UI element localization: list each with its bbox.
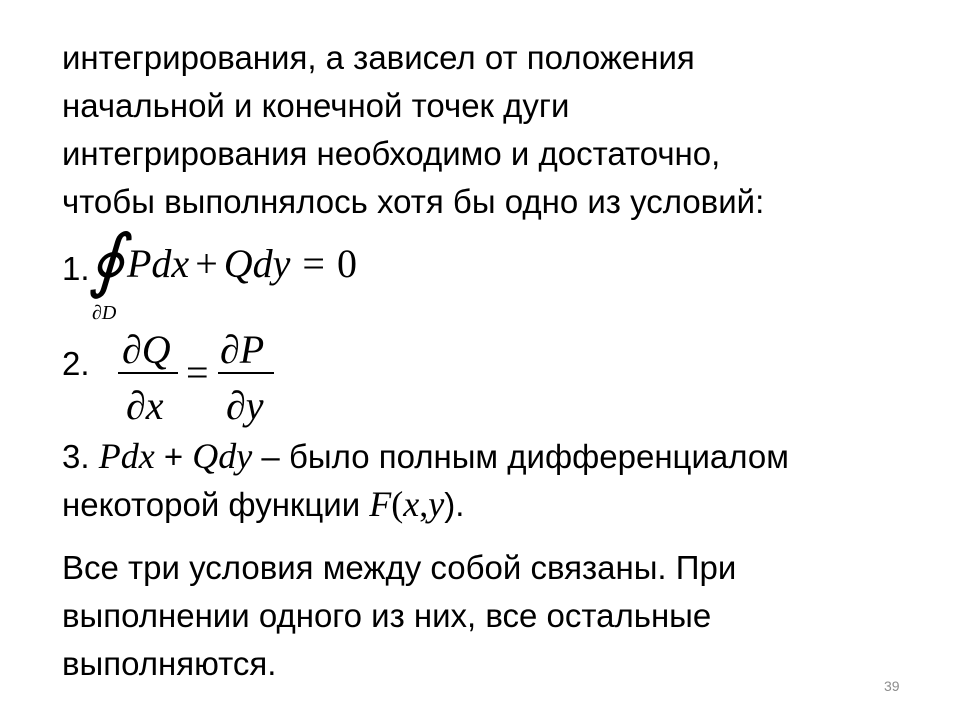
rhs-zero: 0 [336, 241, 357, 286]
condition-3-text: – было полным дифференциалом [252, 438, 789, 475]
condition-3-pdx: Pdx [98, 436, 155, 476]
rhs-fraction-bar [218, 372, 274, 374]
condition-1-formula [127, 240, 357, 288]
condition-3-label: 3. [62, 438, 90, 475]
rhs-numerator: ∂P [220, 327, 265, 372]
intro-line-4: чтобы выполнялось хотя бы одно из условий: [62, 183, 765, 220]
condition-3-func-text: некоторой функции [62, 486, 370, 523]
func-arg-y: y [428, 484, 445, 524]
func-name: F [369, 484, 392, 524]
integrand-qdy: Qdy [223, 241, 291, 286]
condition-1-label: 1. [62, 250, 90, 287]
lhs-numerator: ∂Q [122, 327, 171, 372]
func-close-paren: ). [444, 486, 465, 523]
condition-3-line-1 [62, 432, 789, 481]
intro-line-1: интегрирования, а зависел от положения [62, 39, 695, 76]
lhs-fraction-bar [118, 372, 178, 374]
condition-3-plus: + [154, 438, 193, 475]
page-number: 39 [884, 678, 900, 694]
rhs-denominator: ∂y [226, 383, 264, 428]
func-comma: , [419, 484, 429, 524]
conclusion-line-2: выполнении одного из них, все остальные [62, 597, 712, 634]
integrand-pdx: Pdx [127, 241, 190, 286]
equals-sign: = [302, 241, 325, 286]
condition-3-qdy: Qdy [192, 436, 253, 476]
intro-line-3: интегрирования необходимо и достаточно, [62, 135, 721, 172]
conclusion-line-3: выполняются. [62, 645, 277, 682]
lhs-denominator: ∂x [126, 383, 164, 428]
condition-2-equals: = [186, 350, 209, 395]
integral-subscript: ∂D [92, 302, 117, 324]
intro-line-2: начальной и конечной точек дуги [62, 87, 570, 124]
func-arg-x: x [403, 484, 420, 524]
contour-integral-symbol: ∮ [88, 223, 125, 300]
func-open-paren: ( [391, 484, 404, 524]
plus-sign: + [195, 241, 218, 286]
condition-2-label: 2. [62, 345, 90, 382]
conclusion-line-1: Все три условия между собой связаны. При [62, 549, 737, 586]
condition-3-line-2 [62, 480, 464, 529]
